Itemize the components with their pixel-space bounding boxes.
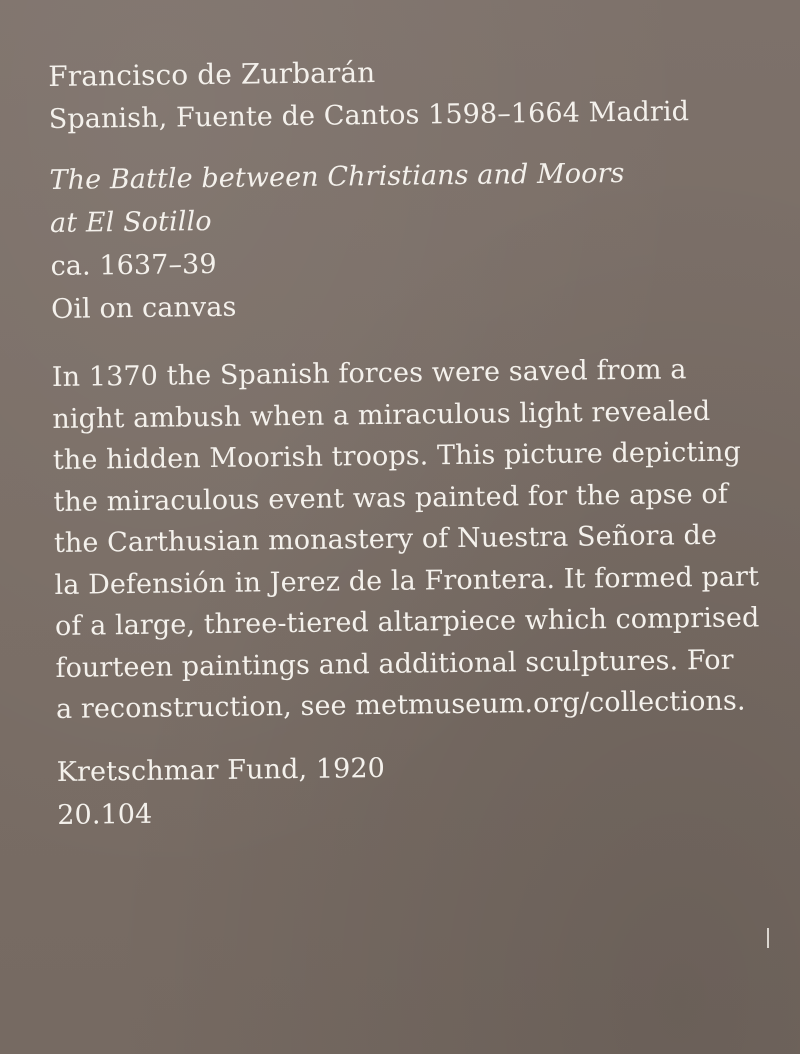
artwork-title-line-2: at El Sotillo [49, 206, 212, 239]
credit-section [56, 742, 777, 837]
description-line: fourteen paintings and additional sculptures. For [55, 644, 734, 684]
artwork-section [49, 150, 771, 331]
artist-name: Francisco de Zurbarán [48, 56, 376, 93]
artist-origin: Spanish, Fuente de Cantos 1598–1664 Madrid [48, 96, 690, 135]
accession-number: 20.104 [57, 798, 153, 831]
artwork-medium: Oil on canvas [50, 291, 237, 325]
credit-fund: Kretschmar Fund, 1920 [56, 752, 386, 788]
surface-mark [767, 928, 769, 948]
description-line: of a large, three-tiered altarpiece which comprised [54, 602, 760, 642]
description-line: la Defensión in Jerez de la Frontera. It formed part [54, 560, 760, 601]
description-line: the Carthusian monastery of Nuestra Señora de [53, 519, 718, 559]
description-section [52, 348, 777, 730]
description-line: the hidden Moorish troops. This picture depicting [52, 436, 742, 476]
description-line: a reconstruction, see metmuseum.org/collections. [55, 685, 746, 725]
label-text-block [48, 46, 777, 836]
artist-section [48, 46, 769, 141]
description-line: night ambush when a miraculous light revealed [52, 395, 711, 435]
artwork-date: ca. 1637–39 [50, 248, 217, 282]
description-line: In 1370 the Spanish forces were saved from a [51, 354, 687, 393]
description-line: the miraculous event was painted for the apse of [53, 478, 729, 518]
artwork-title-line-1: The Battle between Christians and Moors [49, 157, 625, 196]
